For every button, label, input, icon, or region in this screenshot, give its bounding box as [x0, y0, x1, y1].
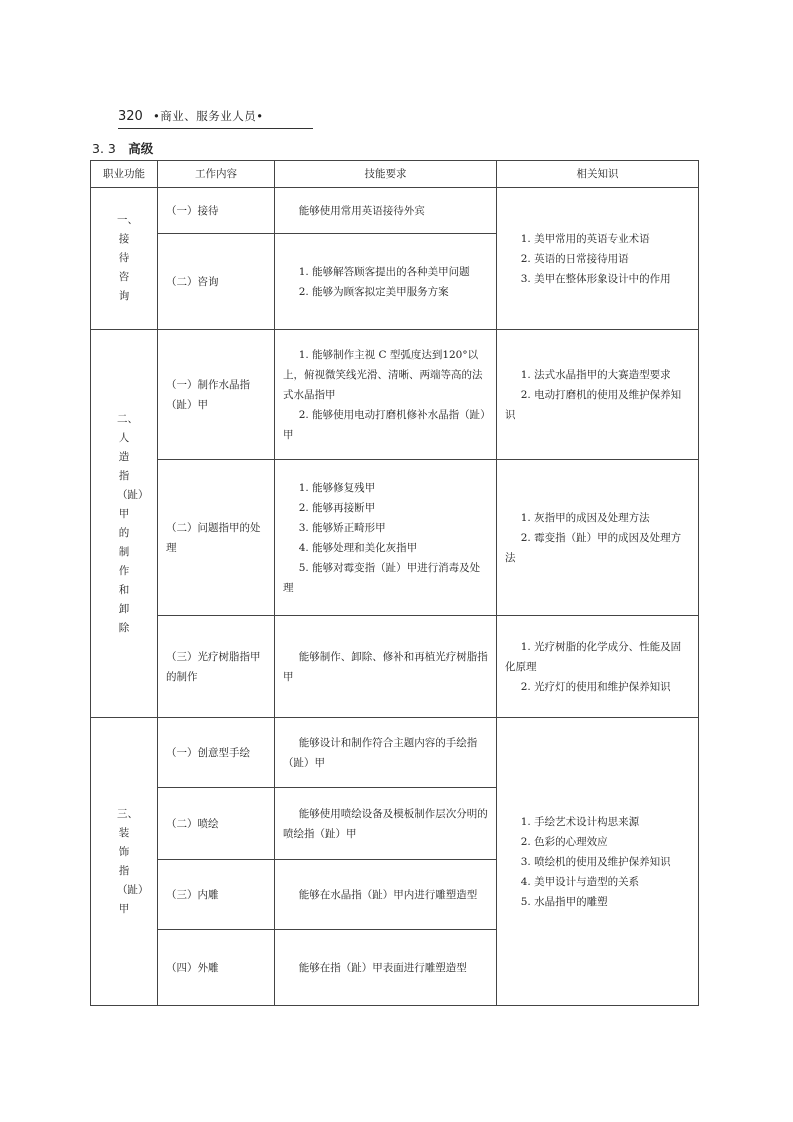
skill-item: 2. 能够再接断甲: [298, 501, 376, 514]
running-header: [118, 106, 313, 129]
knowledge-cell: [497, 188, 699, 330]
table-row: [91, 616, 699, 718]
section-heading: [92, 139, 153, 157]
knowledge-item: 5. 水晶指甲的雕塑: [520, 895, 608, 908]
work-cell: [158, 330, 275, 460]
section-title: 高级: [128, 141, 154, 156]
knowledge-item: 3. 喷绘机的使用及维护保养知识: [520, 855, 671, 868]
skill-cell: [275, 788, 497, 860]
work-cell: [158, 616, 275, 718]
skill-item: 2. 能够使用电动打磨机修补水晶指（趾）甲: [283, 408, 486, 441]
work-label: （三）内雕: [166, 888, 219, 901]
table-row: [91, 460, 699, 616]
work-cell: [158, 860, 275, 930]
table-row: [91, 718, 699, 788]
skills-table: [90, 160, 699, 1006]
work-label: （一）接待: [166, 204, 219, 217]
knowledge-item: 2. 光疗灯的使用和维护保养知识: [520, 680, 671, 693]
running-title: •商业、服务业人员•: [152, 109, 264, 123]
work-label: （一）创意型手绘: [166, 746, 250, 759]
knowledge-cell: [497, 460, 699, 616]
function-cell: [91, 188, 158, 330]
skill-item: 2. 能够为顾客拟定美甲服务方案: [298, 285, 449, 298]
work-label: （二）问题指甲的处理: [166, 521, 261, 554]
skill-item: 能够设计和制作符合主题内容的手绘指（趾）甲: [283, 736, 478, 769]
table-row: [91, 188, 699, 234]
column-header-function: 职业功能: [91, 161, 158, 188]
table-header-row: [91, 161, 699, 188]
skill-cell: [275, 930, 497, 1006]
skill-item: 能够制作、卸除、修补和再植光疗树脂指甲: [283, 650, 488, 683]
skill-cell: [275, 860, 497, 930]
skill-item: 4. 能够处理和美化灰指甲: [298, 541, 418, 554]
skill-item: 能够使用常用英语接待外宾: [298, 204, 425, 217]
knowledge-item: 1. 美甲常用的英语专业术语: [520, 232, 650, 245]
knowledge-item: 2. 电动打磨机的使用及维护保养知识: [505, 388, 682, 421]
skill-cell: [275, 330, 497, 460]
work-cell: [158, 788, 275, 860]
skill-item: 1. 能够制作主视 C 型弧度达到120°以上，俯视微笑线光滑、清晰、两端等高的法式水晶指甲: [283, 348, 483, 401]
work-cell: [158, 234, 275, 330]
function-cell: [91, 330, 158, 718]
work-cell: [158, 930, 275, 1006]
skill-cell: [275, 188, 497, 234]
page-number: 320: [118, 109, 143, 124]
section-number: 3. 3: [92, 141, 116, 156]
skill-cell: [275, 234, 497, 330]
work-label: （二）喷绘: [166, 817, 219, 830]
function-cell: [91, 718, 158, 1006]
knowledge-item: 1. 光疗树脂的化学成分、性能及固化原理: [505, 640, 682, 673]
work-label: （一）制作水晶指（趾）甲: [166, 378, 250, 411]
column-header-skills: 技能要求: [275, 161, 497, 188]
table-row: [91, 330, 699, 460]
knowledge-item: 1. 法式水晶指甲的大赛造型要求: [520, 368, 671, 381]
knowledge-item: 1. 手绘艺术设计构思来源: [520, 815, 640, 828]
knowledge-cell: [497, 718, 699, 1006]
work-cell: [158, 188, 275, 234]
skill-item: 1. 能够修复残甲: [298, 481, 376, 494]
skill-item: 1. 能够解答顾客提出的各种美甲问题: [298, 265, 470, 278]
work-cell: [158, 460, 275, 616]
function-label: 一、接待咨询: [117, 214, 138, 302]
knowledge-item: 1. 灰指甲的成因及处理方法: [520, 511, 650, 524]
knowledge-item: 3. 美甲在整体形象设计中的作用: [520, 272, 671, 285]
knowledge-cell: [497, 330, 699, 460]
skill-item: 能够在水晶指（趾）甲内进行雕塑造型: [298, 888, 478, 901]
knowledge-item: 4. 美甲设计与造型的关系: [520, 875, 640, 888]
knowledge-item: 2. 霉变指（趾）甲的成因及处理方法: [505, 531, 682, 564]
skill-item: 5. 能够对霉变指（趾）甲进行消毒及处理: [283, 561, 481, 594]
skill-cell: [275, 616, 497, 718]
column-header-knowledge: 相关知识: [497, 161, 699, 188]
skill-item: 能够使用喷绘设备及模板制作层次分明的喷绘指（趾）甲: [283, 807, 488, 840]
column-header-work: 工作内容: [158, 161, 275, 188]
work-label: （三）光疗树脂指甲的制作: [166, 650, 261, 683]
knowledge-item: 2. 色彩的心理效应: [520, 835, 608, 848]
skill-item: 3. 能够矫正畸形甲: [298, 521, 386, 534]
skill-cell: [275, 460, 497, 616]
work-cell: [158, 718, 275, 788]
knowledge-cell: [497, 616, 699, 718]
knowledge-item: 2. 英语的日常接待用语: [520, 252, 629, 265]
work-label: （四）外雕: [166, 961, 219, 974]
skill-cell: [275, 718, 497, 788]
skill-item: 能够在指（趾）甲表面进行雕塑造型: [298, 961, 467, 974]
function-label: 三、装饰指（趾）甲: [117, 807, 149, 915]
work-label: （二）咨询: [166, 275, 219, 288]
function-label: 二、人造指（趾）甲的制作和卸除: [117, 412, 149, 634]
